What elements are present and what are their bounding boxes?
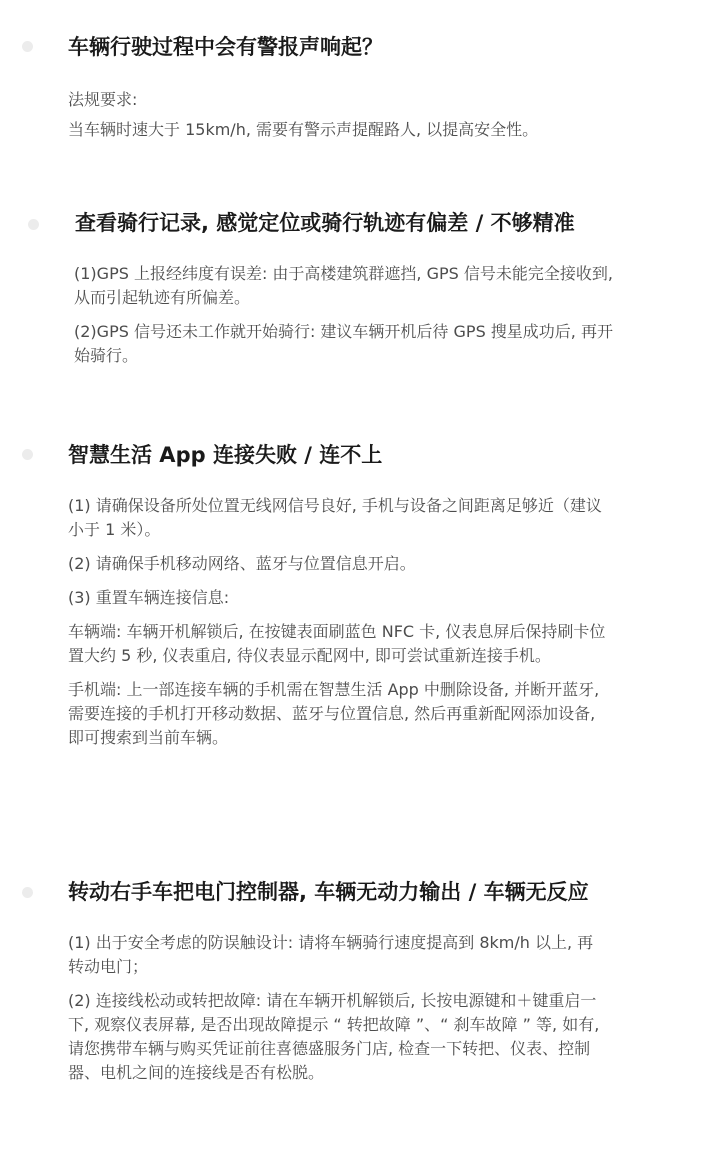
bullet-dot-icon (22, 449, 33, 460)
faq-answer (68, 494, 608, 760)
faq-answer (74, 262, 614, 378)
faq-answer (68, 931, 608, 1095)
answer-paragraph: (2)GPS 信号还未工作就开始骑行: 建议车辆开机后待 GPS 搜星成功后, 再开始骑行。 (74, 322, 613, 365)
faq-question: 查看骑行记录, 感觉定位或骑行轨迹有偏差 / 不够精准 (75, 211, 575, 235)
answer-paragraph: 法规要求: (68, 90, 138, 109)
answer-paragraph: 车辆端: 车辆开机解锁后, 在按键表面刷蓝色 NFC 卡, 仪表息屏后保持刷卡位置大约 5 秒, 仪表重启, 待仪表显示配网中, 即可尝试重新连接手机。 (68, 622, 606, 665)
answer-paragraph: 当车辆时速大于 15km/h, 需要有警示声提醒路人, 以提高安全性。 (68, 120, 539, 139)
faq-question: 转动右手车把电门控制器, 车辆无动力输出 / 车辆无反应 (68, 880, 589, 904)
answer-paragraph: 手机端: 上一部连接车辆的手机需在智慧生活 App 中删除设备, 并断开蓝牙, 需要连接的手机打开移动数据、蓝牙与位置信息, 然后再重新配网添加设备, 即可搜索到当前车辆。 (68, 680, 600, 747)
answer-paragraph: (1) 出于安全考虑的防误触设计: 请将车辆骑行速度提高到 8km/h 以上, 再转动电门； (68, 933, 594, 976)
faq-answer (68, 88, 628, 148)
faq-question: 车辆行驶过程中会有警报声响起？ (68, 35, 383, 59)
answer-paragraph: (3) 重置车辆连接信息: (68, 588, 230, 607)
bullet-dot-icon (22, 41, 33, 52)
answer-paragraph: (1)GPS 上报经纬度有误差: 由于高楼建筑群遮挡, GPS 信号未能完全接收到, 从而引起轨迹有所偏差。 (74, 264, 613, 307)
answer-paragraph: (1) 请确保设备所处位置无线网信号良好, 手机与设备之间距离足够近（建议小于 1 米）。 (68, 496, 602, 539)
bullet-dot-icon (28, 219, 39, 230)
bullet-dot-icon (22, 887, 33, 898)
answer-paragraph: (2) 请确保手机移动网络、蓝牙与位置信息开启。 (68, 554, 416, 573)
answer-paragraph: (2) 连接线松动或转把故障: 请在车辆开机解锁后, 长按电源键和＋键重启一下, 观察仪表屏幕, 是否出现故障提示 “ 转把故障 ”、“ 刹车故障 ” 等, 如有, 请您携带车辆与购买凭证前往喜德盛服务门店, 检查一下转把、仪表、控制器、电机之间的连接线是否有松脱。 (68, 991, 600, 1082)
faq-question: 智慧生活 App 连接失败 / 连不上 (68, 443, 383, 467)
